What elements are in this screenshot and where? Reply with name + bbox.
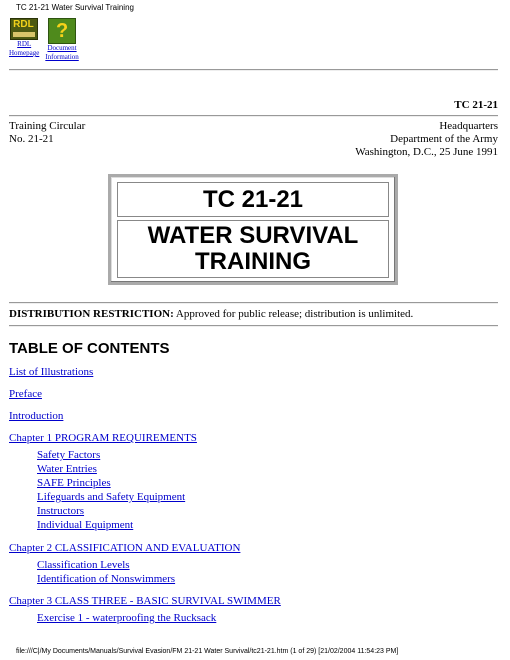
toc-instructors[interactable]: Instructors — [37, 505, 85, 517]
toc-heading: TABLE OF CONTENTS — [9, 340, 170, 357]
title-box — [108, 174, 398, 285]
toc-individual-equipment[interactable]: Individual Equipment — [37, 519, 134, 531]
toc-exercise-1[interactable]: Exercise 1 - waterproofing the Rucksack — [37, 612, 217, 624]
toc-identification-nonswimmers[interactable]: Identification of Nonswimmers — [37, 573, 176, 585]
rdl-homepage-link[interactable] — [9, 18, 39, 62]
title-number: TC 21-21 — [117, 182, 389, 217]
toc-chapter-1[interactable]: Chapter 1 PROGRAM REQUIREMENTS — [9, 432, 197, 444]
toc-introduction[interactable]: Introduction — [9, 410, 64, 422]
document-code: TC 21-21 — [454, 99, 498, 111]
hq-line-3: Washington, D.C., 25 June 1991 — [355, 146, 498, 158]
divider-distribution-top — [9, 302, 498, 304]
circular-line-1: Training Circular — [9, 120, 86, 132]
toc-water-entries[interactable]: Water Entries — [37, 463, 97, 475]
divider-distribution-bottom — [9, 325, 498, 327]
circular-info — [9, 120, 85, 146]
document-label: Document — [47, 44, 77, 52]
rdl-logo-icon: RDL — [10, 18, 38, 40]
toc-lifeguards-safety-equipment[interactable]: Lifeguards and Safety Equipment — [37, 491, 186, 503]
document-information-link[interactable] — [45, 18, 78, 62]
distribution-restriction — [9, 308, 413, 320]
title-line-1: WATER SURVIVAL — [147, 222, 359, 249]
rdl-label: RDL — [17, 40, 32, 48]
title-line-2: TRAINING — [195, 248, 311, 275]
question-mark-icon: ? — [48, 18, 76, 44]
title-name — [117, 220, 389, 278]
distribution-label: DISTRIBUTION RESTRICTION: — [9, 308, 174, 320]
nav-bar — [9, 18, 79, 62]
toc-preface[interactable]: Preface — [9, 388, 42, 400]
distribution-text: Approved for public release; distribution is unlimited. — [173, 308, 414, 320]
divider-header — [9, 115, 498, 117]
toc-safe-principles[interactable]: SAFE Principles — [37, 477, 111, 489]
toc-safety-factors[interactable]: Safety Factors — [37, 449, 101, 461]
homepage-label: Homepage — [9, 49, 40, 57]
headquarters-info — [355, 120, 498, 159]
toc-list-of-illustrations[interactable]: List of Illustrations — [9, 366, 94, 378]
divider-top — [9, 69, 498, 71]
print-header: TC 21-21 Water Survival Training — [16, 3, 134, 12]
circular-line-2: No. 21-21 — [9, 133, 54, 145]
hq-line-1: Headquarters — [439, 120, 498, 132]
hq-line-2: Department of the Army — [390, 133, 498, 145]
toc-chapter-2[interactable]: Chapter 2 CLASSIFICATION AND EVALUATION — [9, 542, 241, 554]
information-label: Information — [45, 53, 79, 61]
toc-chapter-3[interactable]: Chapter 3 CLASS THREE - BASIC SURVIVAL SWIMMER — [9, 595, 281, 607]
print-footer: file:///C|/My Documents/Manuals/Survival Evasion/FM 21-21 Water Survival/tc21-21.htm (1 of 29) [21/02/2004 11:54:23 PM] — [16, 648, 399, 655]
toc-classification-levels[interactable]: Classification Levels — [37, 559, 130, 571]
